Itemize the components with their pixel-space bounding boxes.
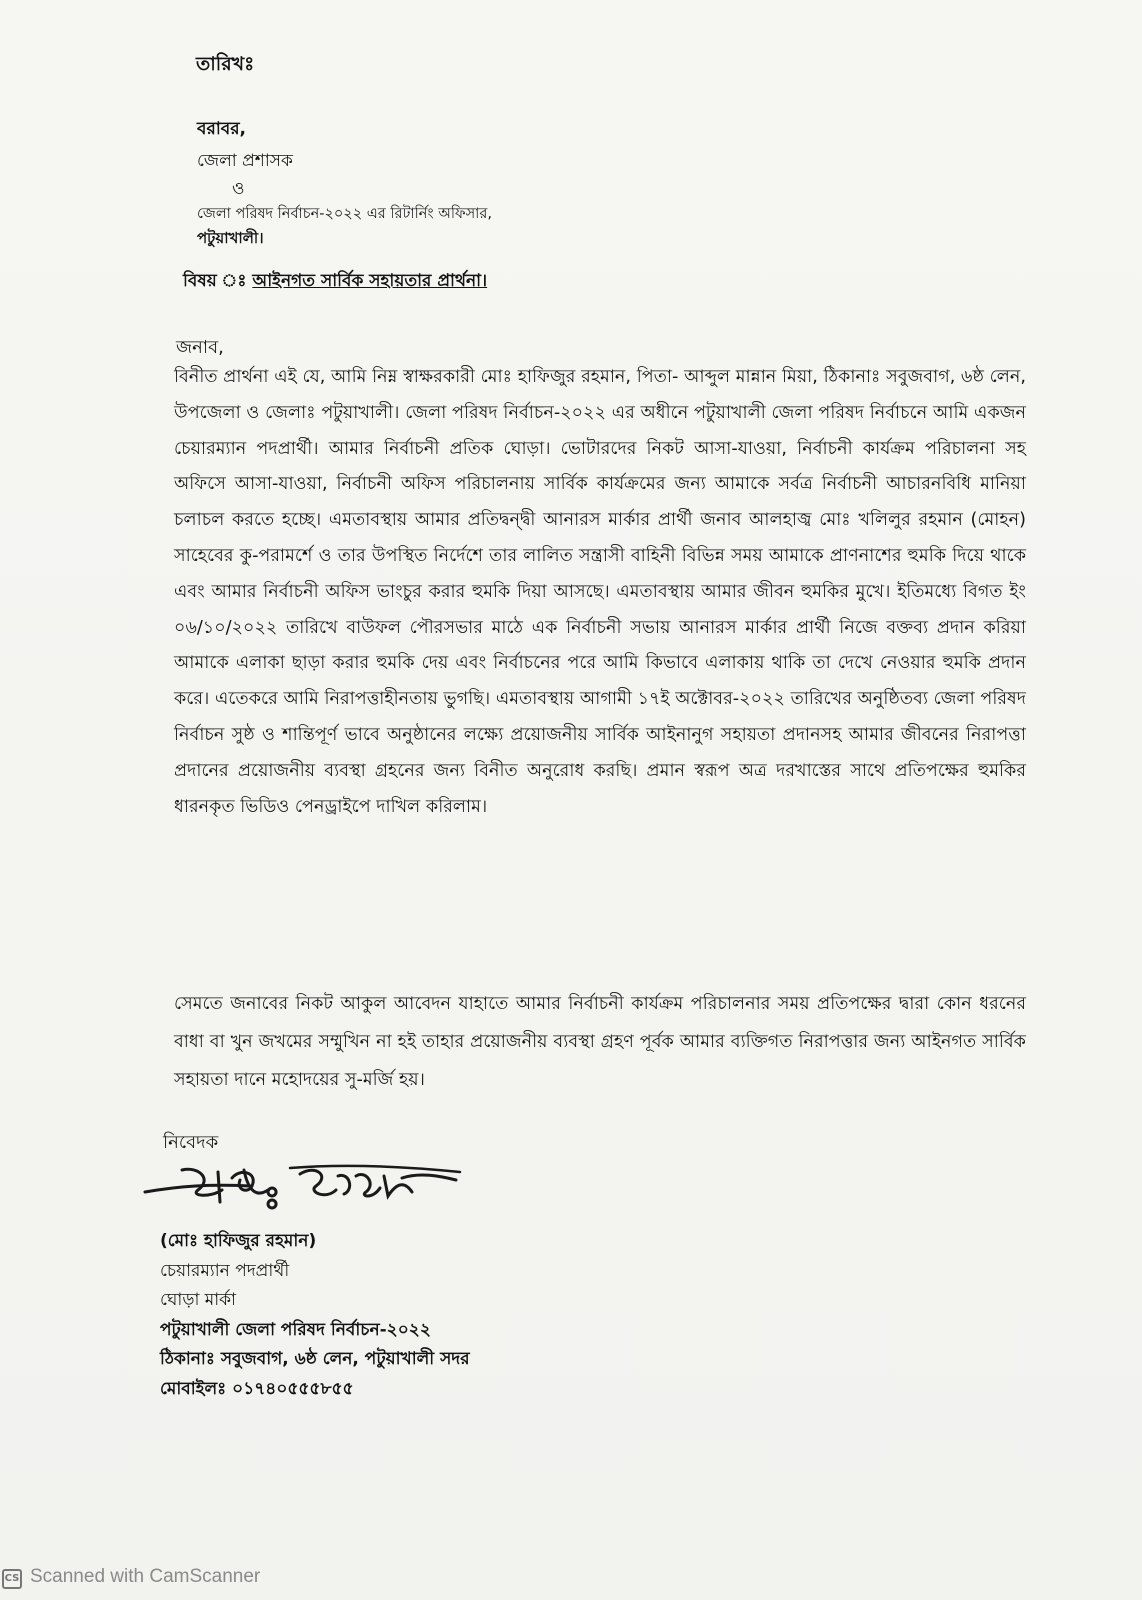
signature-label: নিবেদক	[163, 1132, 219, 1153]
signatory-symbol: ঘোড়া মার্কা	[160, 1290, 236, 1310]
subject-label: বিষয় ঃ	[183, 271, 247, 291]
addressee-line: ও	[232, 179, 245, 199]
scanner-watermark: Scanned with CamScanner	[30, 1566, 261, 1587]
addressee-line: বরাবর,	[197, 119, 247, 139]
signatory-details	[160, 1227, 470, 1404]
addressee-line: পটুয়াখালী।	[197, 229, 264, 247]
signatory-address: ঠিকানাঃ সবুজবাগ, ৬ষ্ঠ লেন, পটুয়াখালী সদর	[160, 1349, 470, 1369]
subject-line	[183, 268, 487, 296]
salutation: জনাব,	[176, 337, 224, 358]
signatory-mobile: মোবাইলঃ ০১৭৪০৫৫৫৮৫৫	[160, 1378, 354, 1399]
addressee-line: জেলা পরিষদ নির্বাচন-২০২২ এর রিটার্নিং অফিসার,	[197, 206, 492, 222]
body-paragraph: বিনীত প্রার্থনা এই যে, আমি নিম্ন স্বাক্ষরকারী মোঃ হাফিজুর রহমান, পিতা- আব্দুল মান্নান মিয়া, ঠিকানাঃ সবুজবাগ, ৬ষ্ঠ লেন, উপজেলা ও জেলাঃ পটুয়াখালী। জেলা পরিষদ নির্বাচন-২০২২ এর অধীনে পটুয়াখালী জেলা পরিষদ নির্বাচনে আমি একজন চেয়ারম্যান পদপ্রার্থী। আমার নির্বাচনী প্রতিক ঘোড়া। ভোটারদের নিকট আসা-যাওয়া, নির্বাচনী কার্যক্রম পরিচালনা সহ অফিসে আসা-যাওয়া, নির্বাচনী অফিস পরিচালনায় সার্বিক কার্যক্রমের জন্য আমাকে সর্বত্র নির্বাচনী আচারনবিধি মানিয়া চলাচল করতে হচ্ছে। এমতাবস্থায় আমার প্রতিদ্বন্দ্বী আনারস মার্কার প্রার্থী জনাব আলহাজ্ব মোঃ খলিলুর রহমান (মোহন) সাহেবের কু-পরামর্শে ও তার উপস্থিত নির্দেশে তার লালিত সন্ত্রাসী বাহিনী বিভিন্ন সময় আমাকে প্রাণনাশের হুমকি দিয়ে থাকে এবং আমার নির্বাচনী অফিস ভাংচুর করার হুমকি দিয়া আসছে। এমতাবস্থায় আমার জীবন হুমকির মুখে। ইতিমধ্যে বিগত ইং ০৬/১০/২০২২ তারিখে বাউফল পৌরসভার মাঠে এক নির্বাচনী সভায় আনারস মার্কার প্রার্থী নিজে বক্তব্য প্রদান করিয়া আমাকে এলাকা ছাড়া করার হুমকি দেয় এবং নির্বাচনের পরে আমি কিভাবে এলাকায় থাকি তা দেখে নেওয়ার হুমকি প্রদান করে। এতেকরে আমি নিরাপত্তাহীনতায় ভুগছি। এমতাবস্থায় আগামী ১৭ই অক্টোবর-২০২২ তারিখের অনুষ্ঠিতব্য জেলা পরিষদ নির্বাচন সুষ্ঠ ও শান্তিপূর্ণ ভাবে অনুষ্ঠানের লক্ষ্যে প্রয়োজনীয় সার্বিক আইনানুগ সহায়তা প্রদানসহ আমার জীবনের নিরাপত্তা প্রদানের প্রয়োজনীয় ব্যবস্থা গ্রহনের জন্য বিনীত অনুরোধ করছি। প্রমান স্বরূপ অত্র দরখাস্তের সাথে প্রতিপক্ষের হুমকির ধারনকৃত ভিডিও পেনড্রাইপে দাখিল করিলাম।	[174, 367, 1026, 817]
date-label: তারিখঃ	[196, 53, 255, 75]
signatory-name: (মোঃ হাফিজুর রহমান)	[160, 1231, 317, 1251]
handwritten-signature	[140, 1150, 480, 1225]
addressee-line: জেলা প্রশাসক	[197, 151, 293, 171]
camscanner-logo-icon: CS	[2, 1569, 22, 1589]
closing-paragraph: সেমতে জনাবের নিকট আকুল আবেদন যাহাতে আমার নির্বাচনী কার্যক্রম পরিচালনার সময় প্রতিপক্ষের দ্বারা কোন ধরনের বাধা বা খুন জখমের সম্মুখিন না হই তাহার প্রয়োজনীয় ব্যবস্থা গ্রহণ পূর্বক আমার ব্যক্তিগত নিরাপত্তার জন্য আইনগত সার্বিক সহায়তা দানে মহোদয়ের সু-মর্জি হয়।	[174, 994, 1026, 1090]
subject-text: আইনগত সার্বিক সহায়তার প্রার্থনা।	[252, 271, 488, 291]
signatory-election: পটুয়াখালী জেলা পরিষদ নির্বাচন-২০২২	[160, 1319, 431, 1340]
signatory-designation: চেয়ারম্যান পদপ্রার্থী	[160, 1260, 290, 1281]
